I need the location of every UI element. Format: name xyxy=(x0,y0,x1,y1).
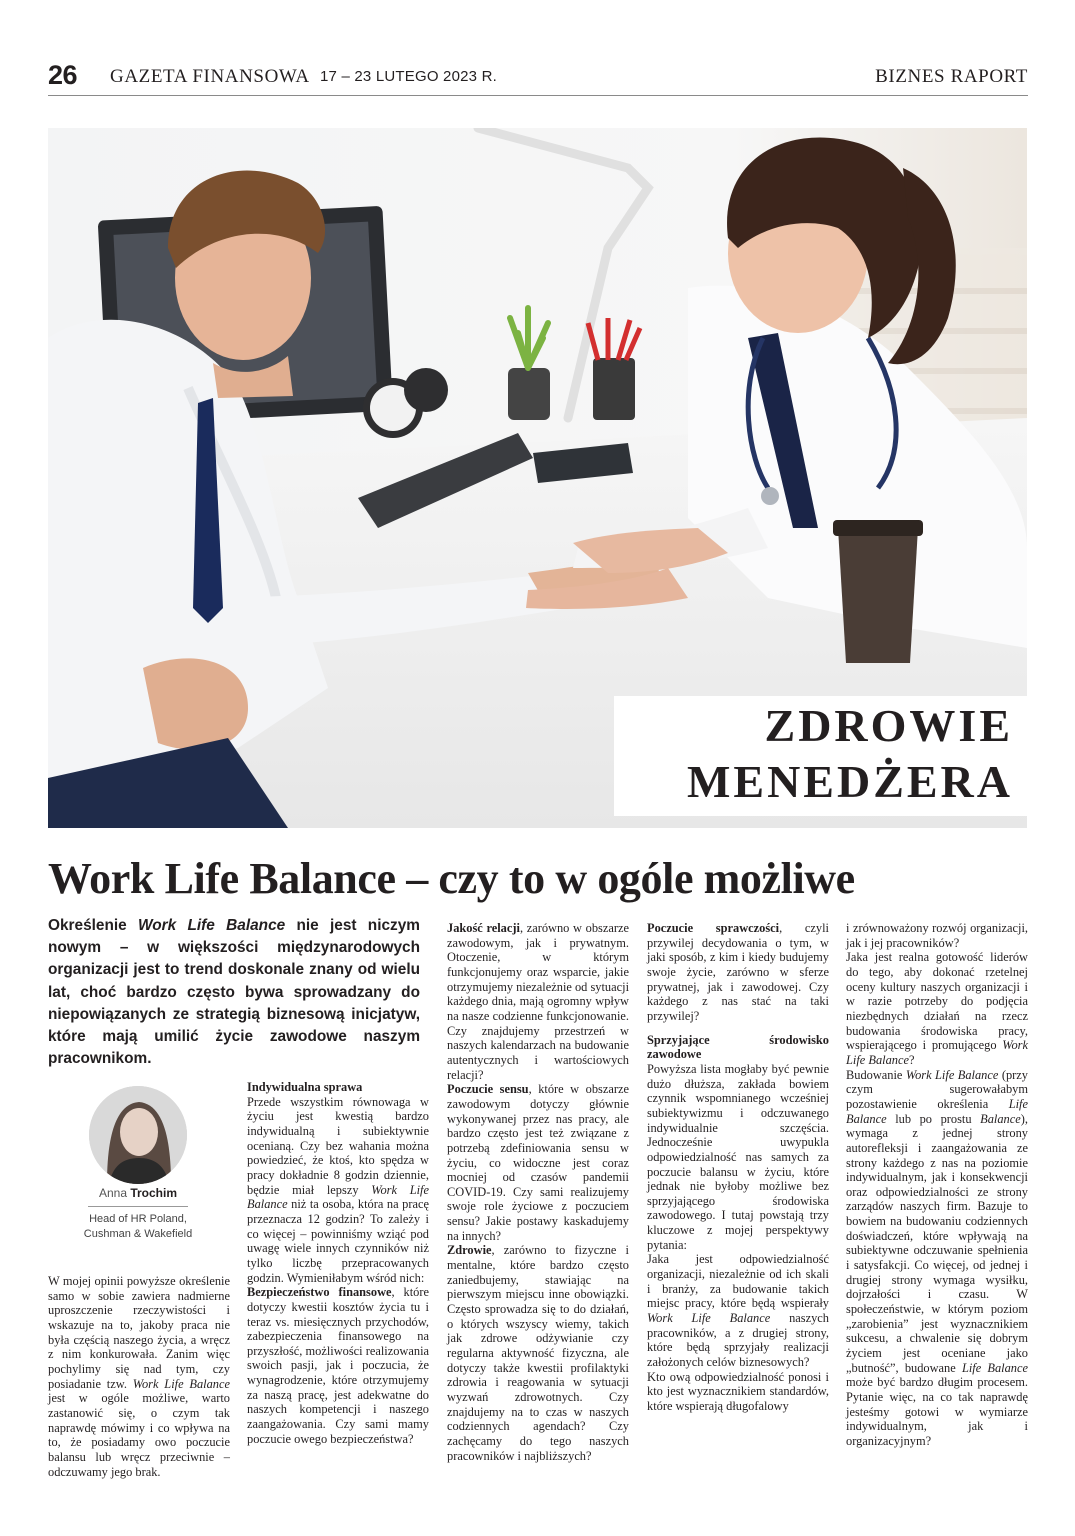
italic-run: Work Life Balance xyxy=(132,1376,230,1391)
text-run: , które dotyczy kwestii kosztów życia tu i teraz vs. miesięcznych przychodów, zabezpieczenia finansowego na przyszłość, możliwości realizowania swoich pasji, jak i poczucia, że wynagrodzenie, które otrzymujemy za naszą pracę, jest adekwatne do naszych kompetencji i naszego zaangażowania. Czy sami mamy poczucie owego bezpieczeństwa? xyxy=(247,1285,430,1446)
text-run: niż ta osoba, która na pracę przeznacza 12 godzin? To zależy i co więcej – powinniśmy wziąć pod uwagę wiele innych czynników niż tylko liczbę przepracowanych godzin. Wymieniłabym wśród nich: xyxy=(247,1197,429,1285)
author-last-name: Trochim xyxy=(130,1186,178,1200)
text-run: jest w ogóle możliwe, warto zastanowić się, o czym tak naprawdę mówimy i co wpływa na to, że posiadamy owo poczucie balansu lub wręcz przeciwnie – odczuwamy jego brak. xyxy=(48,1391,230,1479)
text-run: W mojej opinii powyższe określenie samo w sobie zawiera nadmierne uproszczenie rzeczywistości i wskazuje na to, jakoby praca nie była częścią naszego życia, a wręcz z nim konkurowała. Zanim więc pochylimy się nad tym, czy posiadanie tzw. xyxy=(48,1274,230,1391)
section-name: BIZNES RAPORT xyxy=(875,66,1028,87)
section-kicker-box xyxy=(614,696,1027,816)
text-run: naszych pracowników, a z drugiej strony, które będą sprzyjały realizacji założonych celów biznesowych? xyxy=(647,1311,829,1370)
kicker-line-1: ZDROWIE xyxy=(764,700,1013,751)
body-column-5 xyxy=(846,921,1028,1449)
page-header xyxy=(48,58,1028,96)
body-paragraph xyxy=(447,921,629,1082)
text-run: ), wymaga z jednej strony autorefleksji i zaangażowania ze strony każdego z nas na poziomie indywidualnym, jak i konsekwencji oraz odpowiedzialności ze strony zarządów naszych firm. Bazuje to bowiem na budowaniu codziennych doświadczeń, które wpływają na subiektywne odczuwanie spełnienia i satysfakcji. Co więcej, od jednej i drugiej strony wymaga wysiłku, dojrzałości i czasu. W społeczeństwie, w którym poziom „zarobienia” jest wyznacznikiem sukcesu, a chwalenie się dobrym życiem jest oceniane jako „butność”, budowane xyxy=(846,1111,1028,1375)
bold-run: Jakość relacji xyxy=(447,921,520,935)
author-portrait xyxy=(89,1086,187,1184)
bold-run: Zdrowie xyxy=(447,1243,492,1258)
subheading-individual: Indywidualna sprawa xyxy=(247,1080,363,1094)
text-run: , czyli przywilej decydowania o tym, w jaki sposób, z kim i kiedy budujemy swoje życie, zarówno w sferze prywatnej, jak i zawodowej. Czy każdego z nas stać na taki przywilej? xyxy=(647,921,830,1023)
body-paragraph xyxy=(846,950,1028,1067)
subheading-environment: Sprzyjające środowisko zawodowe xyxy=(647,1032,829,1062)
author-first-name: Anna xyxy=(98,1186,127,1200)
author-photo-icon xyxy=(89,1086,187,1184)
bold-run: Poczucie sensu xyxy=(447,1082,529,1097)
text-run: , które w obszarze zawodowym dotyczy głównie wykonywanej przez nas pracy, ale bardzo często jest też związane z potrzebą zdefiniowania sensu w życiu, co widoczne jest coraz mocniej od czasów pandemii COVID-19. Czy sami realizujemy swoje role życiowe z poczuciem sensu? Jakie postawy kaskadujemy na innych? xyxy=(447,1082,629,1243)
author-role-line-1: Head of HR Poland, xyxy=(89,1213,187,1225)
body-paragraph: i zrównoważony rozwój organizacji, jak i jej pracowników? xyxy=(846,921,1028,950)
lead-text-1: Określenie xyxy=(48,917,139,934)
italic-run: Work Life Balance xyxy=(647,1311,771,1326)
author-divider xyxy=(88,1206,188,1207)
text-run: lub po prostu xyxy=(886,1111,981,1126)
kicker-line-2: MENEDŻERA xyxy=(686,756,1013,807)
italic-run: Work Life Balance xyxy=(846,1038,1028,1067)
author-role-line-2: Cushman & Wakefield xyxy=(83,1228,193,1240)
text-run: Jaka jest realna gotowość liderów do tego, aby dokonać rzetelnej oceny kultury naszych organizacji i w razie potrzeby do podjęcia niezbędnych działań na rzecz budowania środowiska pracy, wspierającego i promującego xyxy=(846,950,1028,1053)
bold-run: Bezpieczeństwo finansowe xyxy=(247,1285,392,1300)
page-number: 26 xyxy=(48,60,78,90)
text-run: Budowanie xyxy=(846,1067,906,1082)
lead-italic: Work Life Balance xyxy=(138,917,286,934)
body-paragraph: Kto ową odpowiedzialność ponosi i kto jest wyznacznikiem standardów, które wspierają długofalowy xyxy=(647,1369,829,1413)
text-run: Przede wszystkim równowaga w życiu jest kwestią bardzo indywidualną i subiektywnie ocenianą. Czy bez wahania można powiedzieć, że ktoś, kto spędza w pracy dokładnie 8 godzin dziennie, będzie miał lepszy xyxy=(247,1094,429,1197)
body-paragraph xyxy=(48,1274,230,1479)
text-run: może być bardzo długim procesem. Pytanie więc, na co tak naprawdę jesteśmy gotowi w wymiarze indywidualnym, jak i organizacyjnym? xyxy=(846,1375,1028,1448)
text-run: , zarówno to fizyczne i mentalne, które bardzo często zaniedbujemy, stawiając na pierwszym miejscu inne obowiązki. Często sprowadza się to do działań, o których wszyscy wiemy, takich jak zdrowe odżywianie czy regularna aktywność fizyczna, ale dotyczy także kwestii profilaktyki zdrowia i reagowania w sytuacji wyzwań zdrowotnych. Czy znajdujemy na to czas w naszych codziennych agendach? Czy zachęcamy do tego naszych pracowników i najbliższych? xyxy=(447,1243,629,1463)
body-paragraph xyxy=(647,1252,829,1369)
body-paragraph: Powyższa lista mogłaby być pewnie dużo dłuższa, zakłada bowiem czynnik wspomnianego wcześniej subiektywizmu i odczuwanego indywidualnie szczęścia. Jednocześnie uwypukla odpowiedzialność nas samych za poczucie balansu w życiu, które jednak nie byłoby możliwe bez sprzyjającego środowiska zawodowego. I tutaj powstają trzy kluczowe z mojej perspektywy pytania: xyxy=(647,1061,829,1252)
body-paragraph xyxy=(447,1243,629,1463)
body-column-2 xyxy=(247,1080,429,1446)
italic-run: Life Balance xyxy=(846,1096,1028,1126)
italic-run: Balance xyxy=(980,1111,1021,1126)
issue-date: 17 – 23 LUTEGO 2023 R. xyxy=(320,68,497,85)
body-column-3 xyxy=(447,921,629,1463)
text-run: (przy czym sugerowałabym pozostawienie określenia xyxy=(846,1067,1028,1111)
author-role xyxy=(48,1212,228,1242)
italic-run: Work Life Balance xyxy=(247,1182,429,1212)
article-photo xyxy=(48,128,1027,828)
article-lead xyxy=(48,915,420,1070)
body-column-4 xyxy=(647,921,829,1414)
author-name xyxy=(48,1186,228,1200)
text-run: ? xyxy=(908,1052,915,1067)
lead-text-2: nie jest niczym nowym – w większości międzynarodowych organizacji jest to trend doskonale znany od wielu lat, choć bardzo często bywa sprowadzany do niepowiązanych ze strategią biznesową inicjatyw, które mają umilić życie zawodowe naszym pracownikom. xyxy=(48,917,420,1068)
italic-run: Work Life Balance xyxy=(905,1067,999,1082)
body-paragraph xyxy=(247,1285,429,1446)
article-headline: Work Life Balance – czy to w ogóle możliwe xyxy=(48,854,855,903)
body-paragraph xyxy=(247,1095,429,1286)
paragraph-gap xyxy=(647,1024,829,1033)
body-column-1 xyxy=(48,1274,230,1479)
publication-name: GAZETA FINANSOWA xyxy=(110,66,310,87)
body-paragraph xyxy=(647,921,829,1024)
text-run: Jaka jest odpowiedzialność organizacji, niezależnie od ich skali i branży, za budowanie takich miejsc pracy, które będą wspierały xyxy=(647,1252,829,1311)
bold-run: Poczucie sprawczości xyxy=(647,921,780,935)
body-paragraph xyxy=(447,1082,629,1243)
text-run: , zarówno w obszarze zawodowym, jak i prywatnym. Otoczenie, w którym funkcjonujemy oraz wsparcie, jakie otrzymujemy niezależnie od sytuacji każdego dnia, mają ogromny wpływ na nasze codzienne funkcjonowanie. Czy znajdujemy przestrzeń w naszych kalendarzach na budowanie autentycznych i wartościowych relacji? xyxy=(447,921,630,1082)
body-paragraph xyxy=(846,1068,1028,1449)
italic-run: Life Balance xyxy=(961,1360,1028,1375)
